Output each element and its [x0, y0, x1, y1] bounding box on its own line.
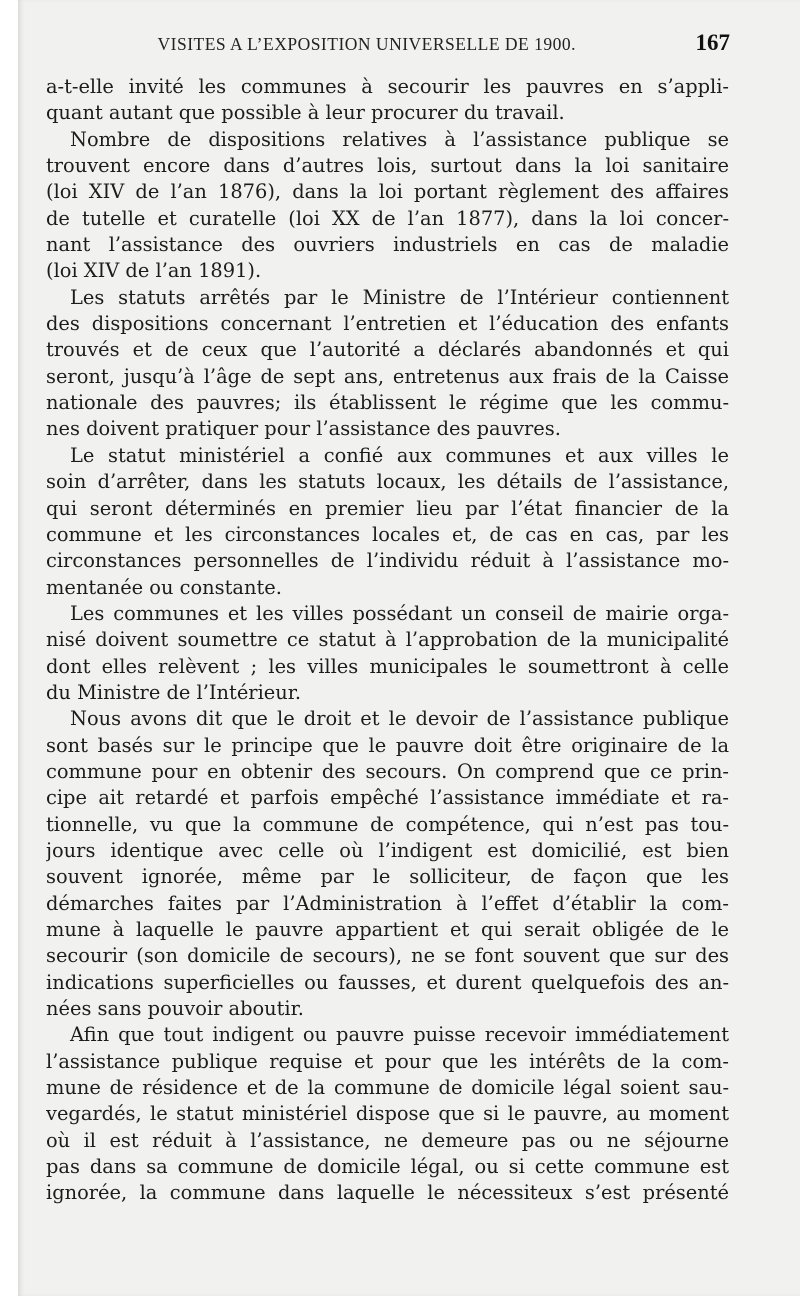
text-line: de tutelle et curatelle (loi XX de l’an 1877), dans la loi concer-	[46, 206, 729, 230]
text-line: circonstances personnelles de l’individu réduit à l’assistance mo-	[46, 549, 729, 573]
text-line: nées sans pouvoir aboutir.	[46, 997, 304, 1021]
text-line: Nombre de dispositions relatives à l’assistance publique se	[70, 127, 729, 151]
text-line: mentanée ou constante.	[46, 575, 282, 599]
text-line: secourir (son domicile de secours), ne se font souvent que sur des	[46, 944, 729, 968]
text-line: des dispositions concernant l’entretien et l’éducation des enfants	[46, 312, 729, 336]
page-header	[38, 30, 730, 70]
text-line: (loi XIV de l’an 1876), dans la loi portant règlement des affaires	[46, 180, 729, 204]
running-title: VISITES A L’EXPOSITION UNIVERSELLE DE 1900.	[157, 34, 576, 54]
text-line: démarches faites par l’Administration à l’effet d’établir la com-	[46, 891, 729, 915]
text-line: soin d’arrêter, dans les statuts locaux, les détails de l’assistance,	[46, 470, 729, 494]
text-line: commune pour en obtenir des secours. On comprend que ce prin-	[46, 759, 729, 783]
text-line: Afin que tout indigent ou pauvre puisse recevoir immédiatement	[70, 1023, 729, 1047]
text-line: l’assistance publique requise et pour que les intérêts de la com-	[46, 1049, 729, 1073]
text-line: trouvent encore dans d’autres lois, surtout dans la loi sanitaire	[46, 154, 729, 178]
text-line: trouvés et de ceux que l’autorité a déclarés abandonnés et qui	[46, 338, 729, 362]
text-line: Nous avons dit que le droit et le devoir de l’assistance publique	[70, 707, 729, 731]
text-line: ignorée, la commune dans laquelle le nécessiteux s’est présenté	[46, 1181, 729, 1205]
text-line: mune à laquelle le pauvre appartient et qui serait obligée de le	[46, 918, 729, 941]
text-line: souvent ignorée, même par le solliciteur, de façon que les	[46, 865, 729, 889]
text-line: Le statut ministériel a confié aux communes et aux villes le	[70, 443, 729, 467]
text-line: seront, jusqu’à l’âge de sept ans, entretenus aux frais de la Caisse	[46, 364, 729, 388]
text-line: a-t-elle invité les communes à secourir les pauvres en s’appli-	[46, 75, 729, 98]
text-line: nes doivent pratiquer pour l’assistance des pauvres.	[46, 417, 561, 441]
text-line: sont basés sur le principe que le pauvre doit être originaire de la	[46, 733, 729, 757]
text-line: pas dans sa commune de domicile légal, ou si cette commune est	[46, 1155, 729, 1179]
text-line: cipe ait retardé et parfois empêché l’assistance immédiate et ra-	[46, 786, 729, 810]
text-line: qui seront déterminés en premier lieu par l’état financier de la	[46, 496, 729, 520]
body-text	[46, 74, 729, 1207]
text-line: nationale des pauvres; ils établissent le régime que les commu-	[46, 391, 729, 415]
text-line: jours identique avec celle où l’indigent est domicilié, est bien	[46, 838, 729, 862]
text-line: tionnelle, vu que la commune de compétence, qui n’est pas tou-	[46, 812, 729, 836]
text-line: vegardés, le statut ministériel dispose que si le pauvre, au moment	[46, 1102, 729, 1126]
text-line: Les communes et les villes possédant un conseil de mairie orga-	[70, 601, 729, 625]
text-line: où il est réduit à l’assistance, ne demeure pas ou ne séjourne	[46, 1128, 729, 1152]
text-line: dont elles relèvent ; les villes municipales le soumettront à celle	[46, 654, 729, 678]
text-line: indications superficielles ou fausses, et durent quelquefois des an-	[46, 970, 729, 994]
text-line: commune et les circonstances locales et, de cas en cas, par les	[46, 522, 729, 546]
text-line: quant autant que possible à leur procurer du travail.	[46, 101, 565, 125]
document-page	[18, 0, 800, 1296]
text-line: (loi XIV de l’an 1891).	[46, 259, 262, 283]
text-line: Les statuts arrêtés par le Ministre de l’Intérieur contiennent	[70, 285, 729, 309]
text-line: mune de résidence et de la commune de domicile légal soient sau-	[46, 1076, 729, 1100]
page-number: 167	[695, 30, 730, 55]
text-line: du Ministre de l’Intérieur.	[46, 680, 302, 704]
text-line: nisé doivent soumettre ce statut à l’approbation de la municipalité	[46, 628, 729, 652]
text-line: nant l’assistance des ouvriers industriels en cas de maladie	[46, 233, 729, 257]
